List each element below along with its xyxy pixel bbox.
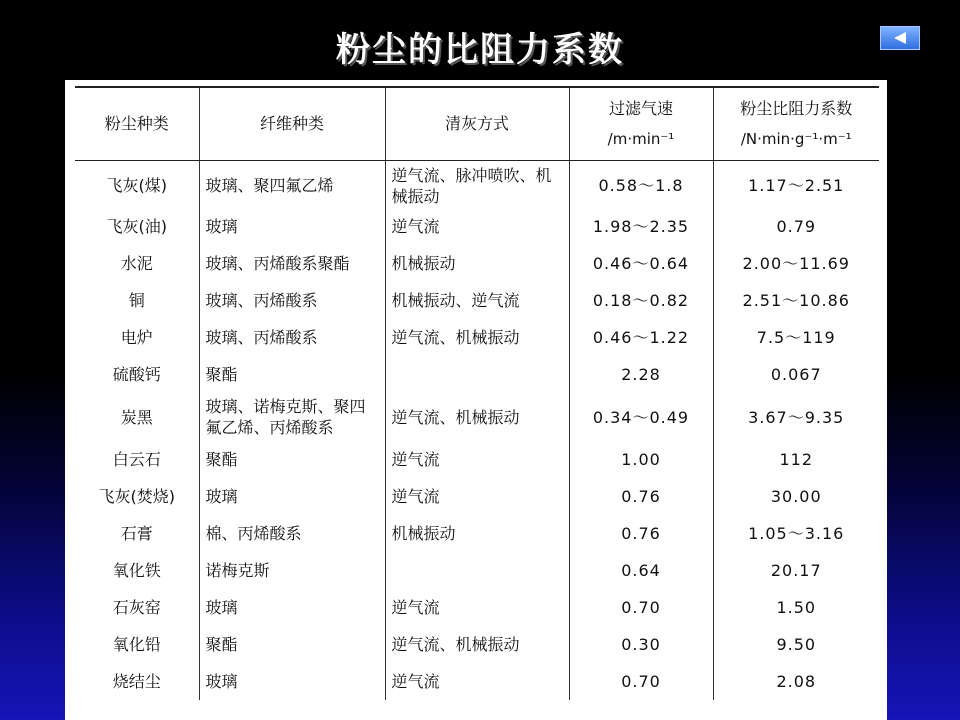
table-row: [75, 161, 879, 209]
cell-cleaning-method: 机械振动、逆气流: [385, 282, 569, 319]
cell-fiber-type: 玻璃: [199, 208, 385, 245]
table-row: [75, 626, 879, 663]
cell-cleaning-method: 逆气流: [385, 589, 569, 626]
cell-cleaning-method: 逆气流、机械振动: [385, 393, 569, 441]
table-row: [75, 515, 879, 552]
table-row: [75, 356, 879, 393]
cell-dust-type: 硫酸钙: [112, 365, 161, 384]
cell-fiber-type: 聚酯: [199, 356, 385, 393]
cell-resistance-coefficient: 3.67～9.35: [713, 393, 879, 441]
cell-filter-velocity: 0.34～0.49: [569, 393, 713, 441]
cell-cleaning-method: 逆气流、机械振动: [385, 319, 569, 356]
table-row: [75, 478, 879, 515]
cell-dust-type: 炭黑: [120, 407, 153, 427]
header-velocity-unit: /m·min⁻¹: [607, 130, 675, 148]
header-resistance-coefficient: [713, 87, 879, 161]
header-coefficient-unit: /N·min·g⁻¹·m⁻¹: [740, 130, 852, 148]
cell-fiber-type: 诺梅克斯: [199, 552, 385, 589]
header-velocity-label: 过滤气速: [608, 99, 673, 118]
cell-cleaning-method: 机械振动: [385, 515, 569, 552]
cell-resistance-coefficient: 2.00～11.69: [713, 245, 879, 282]
cell-fiber-type: 玻璃: [199, 589, 385, 626]
cell-dust-type: 石膏: [120, 524, 153, 543]
header-dust-type: 粉尘种类: [75, 87, 199, 161]
cell-resistance-coefficient: 112: [713, 441, 879, 478]
cell-dust-type: 飞灰(油): [106, 217, 167, 236]
cell-resistance-coefficient: 2.51～10.86: [713, 282, 879, 319]
cell-fiber-type: 玻璃: [199, 478, 385, 515]
slide-title: 粉尘的比阻力系数: [336, 30, 624, 70]
cell-filter-velocity: 1.00: [569, 441, 713, 478]
cell-dust-type: 氧化铁: [112, 561, 161, 580]
cell-fiber-type: 玻璃、诺梅克斯、聚四氟乙烯、丙烯酸系: [199, 393, 385, 441]
table-header-row: [75, 87, 879, 161]
cell-filter-velocity: 1.98～2.35: [569, 208, 713, 245]
table-row: [75, 208, 879, 245]
cell-filter-velocity: 0.76: [569, 515, 713, 552]
dust-resistance-table: [75, 86, 879, 700]
cell-filter-velocity: 0.70: [569, 663, 713, 700]
cell-fiber-type: 聚酯: [199, 626, 385, 663]
cell-resistance-coefficient: 2.08: [713, 663, 879, 700]
cell-filter-velocity: 0.46～0.64: [569, 245, 713, 282]
cell-cleaning-method: 逆气流: [385, 208, 569, 245]
cell-cleaning-method: 逆气流、脉冲喷吹、机械振动: [385, 161, 569, 209]
cell-filter-velocity: 0.76: [569, 478, 713, 515]
cell-fiber-type: 聚酯: [199, 441, 385, 478]
cell-filter-velocity: 0.64: [569, 552, 713, 589]
cell-cleaning-method: [385, 552, 569, 589]
cell-resistance-coefficient: 0.067: [713, 356, 879, 393]
cell-cleaning-method: 逆气流、机械振动: [385, 626, 569, 663]
cell-dust-type: 飞灰(焚烧): [98, 487, 175, 506]
table-row: [75, 282, 879, 319]
cell-fiber-type: 玻璃、丙烯酸系: [199, 282, 385, 319]
table-panel: [65, 80, 887, 720]
cell-cleaning-method: 逆气流: [385, 663, 569, 700]
header-cleaning-method: 清灰方式: [385, 87, 569, 161]
table-row: [75, 552, 879, 589]
cell-filter-velocity: 0.70: [569, 589, 713, 626]
table-row: [75, 319, 879, 356]
cell-resistance-coefficient: 7.5～119: [713, 319, 879, 356]
triangle-left-icon: [894, 32, 906, 44]
table-row: [75, 393, 879, 441]
cell-resistance-coefficient: 9.50: [713, 626, 879, 663]
cell-cleaning-method: [385, 356, 569, 393]
cell-fiber-type: 玻璃、聚四氟乙烯: [199, 161, 385, 209]
cell-cleaning-method: 机械振动: [385, 245, 569, 282]
cell-fiber-type: 棉、丙烯酸系: [199, 515, 385, 552]
cell-dust-type: 水泥: [120, 254, 153, 273]
header-fiber-type: 纤维种类: [199, 87, 385, 161]
cell-filter-velocity: 0.18～0.82: [569, 282, 713, 319]
cell-resistance-coefficient: 1.05～3.16: [713, 515, 879, 552]
cell-fiber-type: 玻璃、丙烯酸系聚酯: [199, 245, 385, 282]
cell-filter-velocity: 2.28: [569, 356, 713, 393]
cell-cleaning-method: 逆气流: [385, 478, 569, 515]
cell-filter-velocity: 0.58～1.8: [569, 161, 713, 209]
cell-resistance-coefficient: 1.17～2.51: [713, 161, 879, 209]
table-row: [75, 663, 879, 700]
cell-resistance-coefficient: 1.50: [713, 589, 879, 626]
header-filter-velocity: [569, 87, 713, 161]
table-row: [75, 245, 879, 282]
cell-resistance-coefficient: 30.00: [713, 478, 879, 515]
cell-dust-type: 飞灰(煤): [106, 176, 167, 195]
cell-filter-velocity: 0.30: [569, 626, 713, 663]
cell-dust-type: 石灰窑: [112, 598, 161, 617]
table-row: [75, 441, 879, 478]
cell-dust-type: 白云石: [112, 450, 161, 469]
cell-dust-type: 电炉: [120, 328, 153, 347]
cell-fiber-type: 玻璃、丙烯酸系: [199, 319, 385, 356]
cell-resistance-coefficient: 20.17: [713, 552, 879, 589]
cell-fiber-type: 玻璃: [199, 663, 385, 700]
header-coefficient-label: 粉尘比阻力系数: [740, 99, 853, 118]
table-row: [75, 589, 879, 626]
cell-resistance-coefficient: 0.79: [713, 208, 879, 245]
back-button[interactable]: [880, 26, 920, 50]
cell-dust-type: 烧结尘: [112, 672, 161, 691]
cell-cleaning-method: 逆气流: [385, 441, 569, 478]
cell-dust-type: 铜: [128, 291, 145, 310]
cell-dust-type: 氧化铅: [112, 635, 161, 654]
cell-filter-velocity: 0.46～1.22: [569, 319, 713, 356]
